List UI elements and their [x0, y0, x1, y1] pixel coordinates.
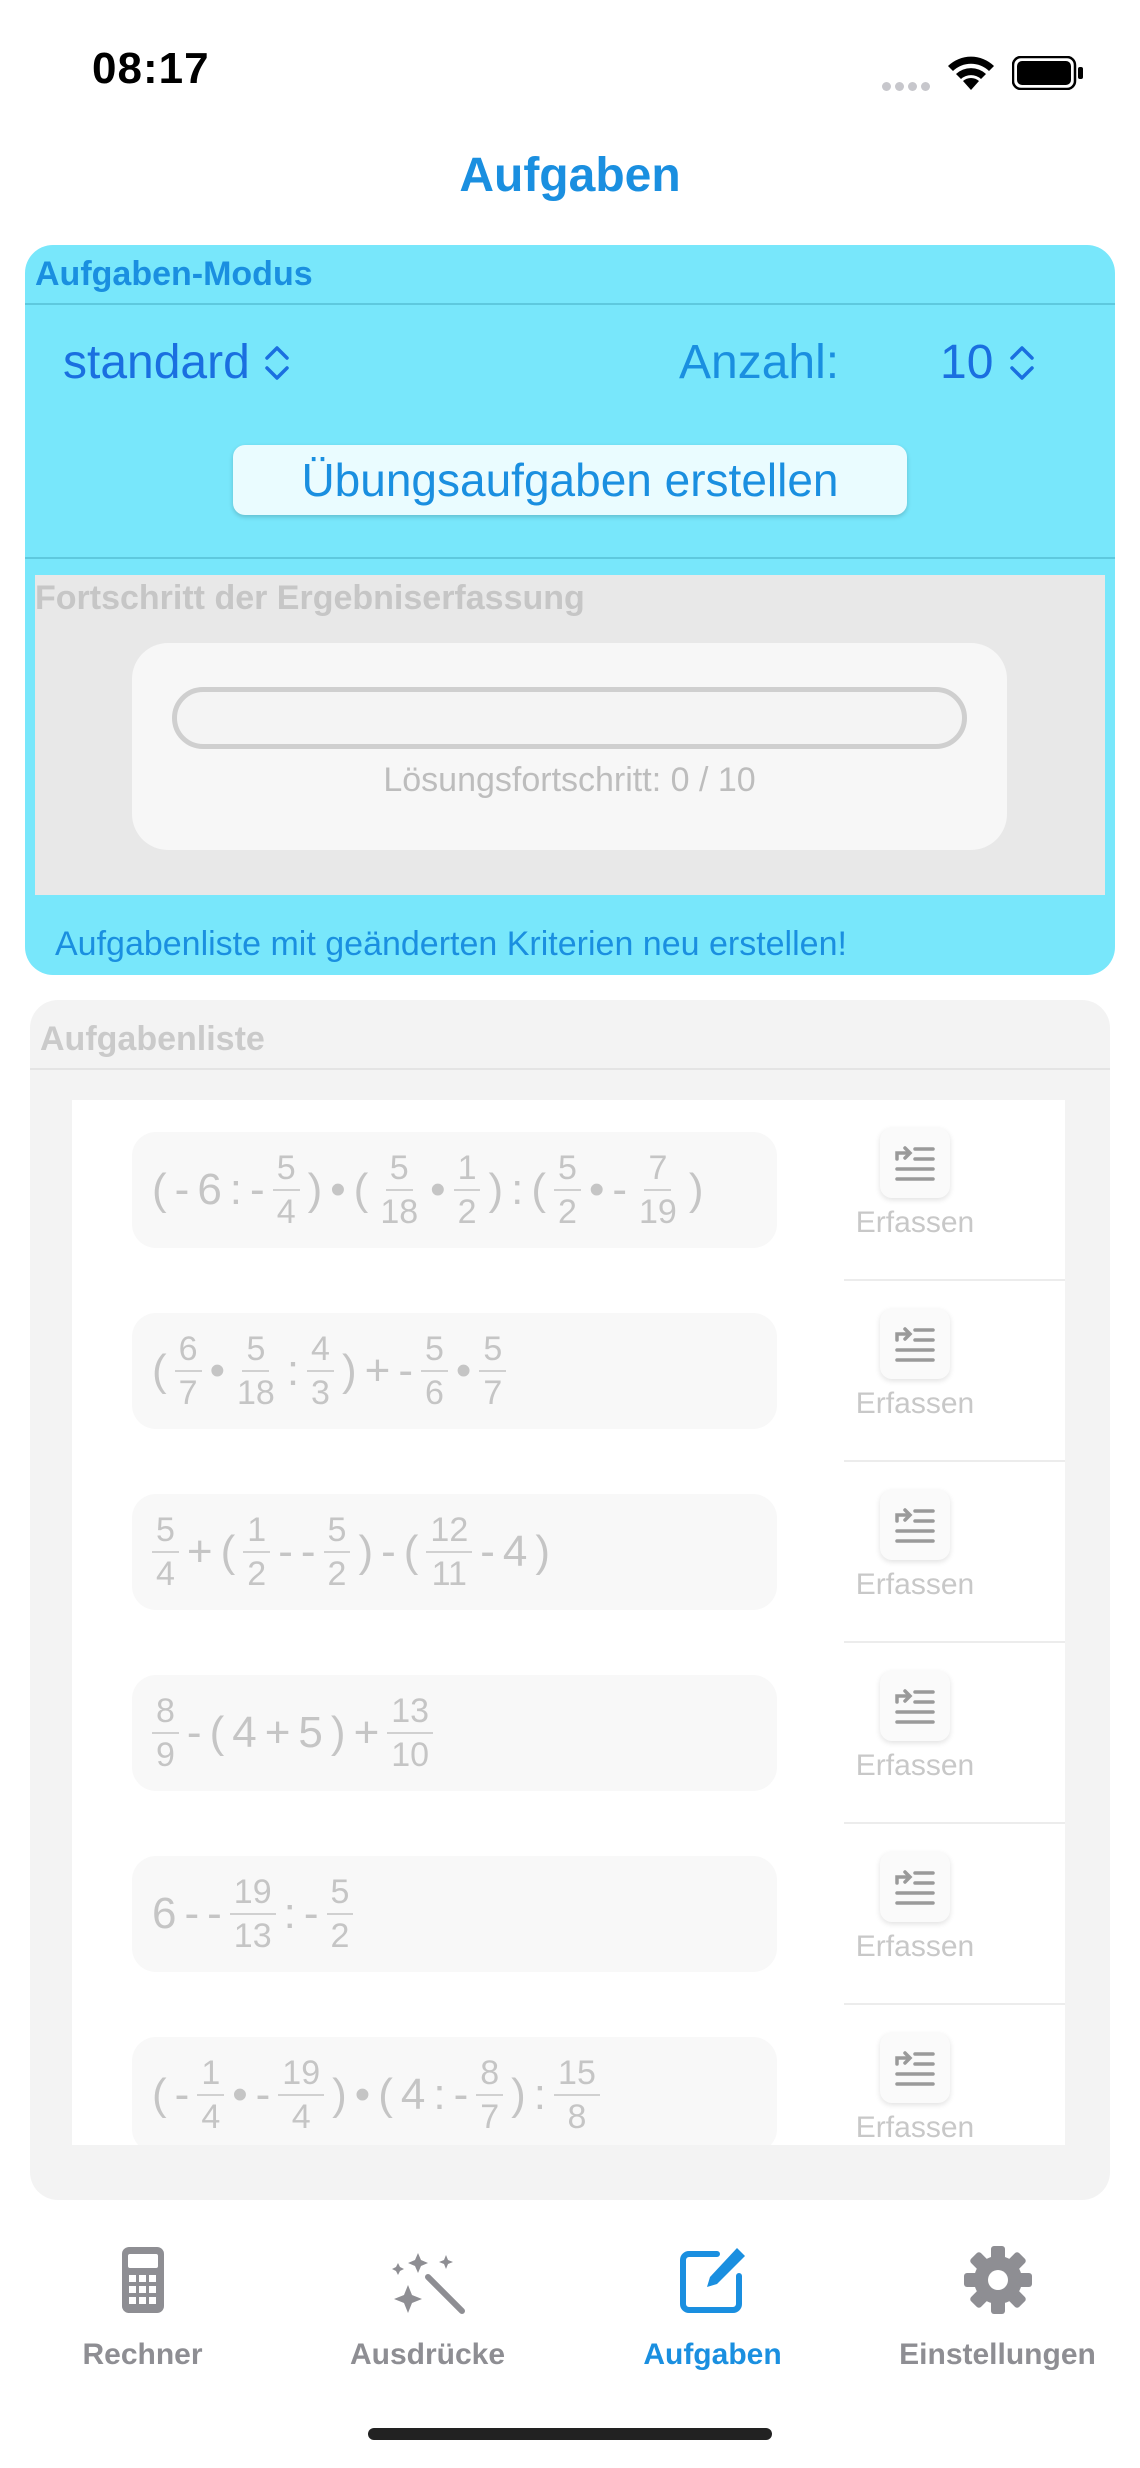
expression-token: :	[229, 1165, 243, 1214]
battery-icon	[1012, 56, 1084, 90]
fraction-denominator: 18	[236, 1374, 275, 1412]
fraction-numerator: 8	[476, 2056, 503, 2096]
expression-token: 4	[232, 1708, 257, 1757]
fraction-denominator: 13	[233, 1917, 272, 1955]
fraction	[479, 1332, 506, 1410]
expression-token: •	[354, 2070, 371, 2119]
fraction-numerator: 5	[327, 1875, 354, 1915]
tab-label: Ausdrücke	[349, 2338, 506, 2371]
expression-token: -	[186, 1708, 202, 1757]
fraction-numerator: 6	[175, 1332, 202, 1372]
task-row	[72, 1643, 1065, 1824]
expression-token: -	[480, 1527, 495, 1576]
fraction-denominator: 6	[424, 1374, 444, 1412]
expression-token: -	[398, 1346, 413, 1395]
progress-label: Lösungsfortschritt: 0 / 10	[383, 761, 756, 799]
text-insert-icon	[880, 1671, 950, 1741]
fraction	[426, 1513, 472, 1591]
count-label: Anzahl:	[679, 336, 840, 389]
expression-token: :	[511, 1165, 524, 1214]
expression-token: :	[533, 2070, 547, 2119]
gear-icon	[855, 2240, 1140, 2320]
capture-button-label: Erfassen	[855, 1930, 975, 1963]
expression-token: 4	[400, 2070, 426, 2119]
expression-token: )	[330, 1708, 346, 1757]
task-list-card	[30, 1000, 1110, 2200]
fraction-denominator: 4	[291, 2098, 311, 2136]
capture-button[interactable]	[840, 1852, 990, 1964]
task-row	[72, 2005, 1065, 2145]
fraction	[230, 1875, 276, 1953]
tab-label: Aufgaben	[643, 2338, 782, 2371]
capture-button[interactable]	[840, 1128, 990, 1240]
status-time: 08:17	[92, 44, 210, 93]
expression-token: +	[353, 1708, 380, 1757]
divider	[25, 303, 1115, 305]
task-mode-card	[25, 245, 1115, 975]
fraction	[454, 1151, 481, 1229]
expression-token: +	[264, 1708, 291, 1757]
expression-token: )	[688, 1165, 704, 1214]
tab-label: Einstellungen	[899, 2338, 1096, 2371]
capture-button-label: Erfassen	[855, 1206, 975, 1239]
capture-button[interactable]	[840, 1309, 990, 1421]
expression-token: (	[152, 1165, 167, 1214]
task-expression	[132, 2037, 777, 2145]
fraction-denominator: 19	[639, 1193, 677, 1231]
fraction-denominator: 2	[558, 1193, 577, 1231]
progress-section-header: Fortschritt der Ergebniserfassung	[35, 579, 585, 617]
progress-panel	[35, 575, 1105, 895]
task-expression	[132, 1675, 777, 1791]
expression-token: (	[152, 2070, 167, 2119]
fraction	[175, 1332, 202, 1410]
mode-section-header: Aufgaben-Modus	[35, 255, 313, 293]
fraction-denominator: 4	[156, 1555, 175, 1593]
fraction-numerator: 1	[197, 2056, 224, 2096]
page-title: Aufgaben	[459, 149, 681, 202]
fraction-denominator: 7	[480, 2098, 500, 2136]
text-insert-icon	[880, 1852, 950, 1922]
fraction-numerator: 19	[230, 1875, 276, 1915]
fraction-denominator: 4	[201, 2098, 221, 2136]
capture-button-label: Erfassen	[855, 2111, 975, 2144]
expression-token: •	[232, 2070, 248, 2119]
expression-token: (	[403, 1527, 419, 1576]
task-row	[72, 1824, 1065, 2005]
capture-button[interactable]	[840, 1490, 990, 1602]
task-row	[72, 1462, 1065, 1643]
expression-token: :	[283, 1889, 296, 1938]
mode-picker[interactable]	[63, 335, 290, 390]
task-expression	[132, 1494, 777, 1610]
fraction-numerator: 8	[152, 1694, 179, 1734]
fraction-denominator: 11	[431, 1555, 467, 1593]
progress-box	[132, 643, 1007, 850]
expression-token: 6	[152, 1889, 177, 1938]
fraction	[376, 1151, 422, 1229]
expression-token: )	[332, 2070, 347, 2119]
count-picker-value: 10	[940, 336, 994, 389]
fraction-denominator: 2	[247, 1555, 267, 1593]
fraction	[273, 1151, 300, 1229]
expression-token: :	[433, 2070, 446, 2119]
progress-bar	[172, 687, 967, 749]
capture-button-label: Erfassen	[855, 1749, 975, 1782]
fraction-denominator: 3	[311, 1374, 330, 1412]
expression-token: 4	[502, 1527, 528, 1576]
fraction	[324, 1513, 351, 1591]
task-expression	[132, 1313, 777, 1429]
task-row	[72, 1100, 1065, 1281]
fraction-numerator: 13	[387, 1694, 433, 1734]
fraction-numerator: 5	[273, 1151, 300, 1191]
fraction	[233, 1332, 279, 1410]
fraction-denominator: 2	[457, 1193, 477, 1231]
expression-token: (	[209, 1708, 225, 1757]
expression-token: •	[430, 1165, 446, 1214]
expression-token: -	[612, 1165, 628, 1214]
task-expression	[132, 1856, 777, 1972]
tab-label: Rechner	[82, 2338, 203, 2371]
fraction-numerator: 7	[644, 1151, 671, 1191]
capture-button-label: Erfassen	[855, 1568, 975, 1601]
fraction-denominator: 7	[178, 1374, 198, 1412]
fraction-numerator: 12	[426, 1513, 472, 1553]
text-insert-icon	[880, 2033, 950, 2103]
create-exercises-button[interactable]: Übungsaufgaben erstellen	[233, 445, 907, 515]
fraction	[152, 1694, 179, 1772]
fraction	[554, 1151, 581, 1229]
fraction-numerator: 4	[307, 1332, 334, 1372]
chevron-up-down-icon	[264, 343, 290, 383]
count-picker[interactable]	[940, 335, 1035, 390]
expression-token: )	[535, 1527, 551, 1576]
fraction-denominator: 18	[380, 1193, 419, 1231]
expression-token: (	[378, 2070, 393, 2119]
fraction-numerator: 5	[421, 1332, 448, 1372]
expression-token: -	[207, 1889, 222, 1938]
expression-token: •	[209, 1346, 225, 1395]
expression-token: :	[286, 1346, 300, 1395]
expression-token: -	[184, 1889, 200, 1938]
fraction	[243, 1513, 270, 1591]
expression-token: 6	[197, 1165, 222, 1214]
expression-token: (	[353, 1165, 369, 1214]
expression-token: )	[488, 1165, 504, 1214]
fraction	[307, 1332, 334, 1410]
fraction	[152, 1513, 179, 1591]
fraction-numerator: 5	[386, 1151, 413, 1191]
fraction	[421, 1332, 448, 1410]
divider	[25, 557, 1115, 559]
wifi-icon	[944, 52, 998, 92]
task-list[interactable]	[72, 1100, 1065, 2145]
expression-token: •	[455, 1346, 472, 1395]
expression-token: -	[278, 1527, 293, 1576]
fraction	[476, 2056, 503, 2134]
fraction-denominator: 9	[156, 1736, 175, 1774]
home-indicator	[368, 2428, 772, 2440]
fraction	[387, 1694, 433, 1772]
fraction	[554, 2056, 600, 2134]
expression-token: •	[330, 1165, 346, 1214]
fraction-denominator: 7	[483, 1374, 503, 1412]
expression-token: -	[250, 1165, 265, 1214]
expression-token: +	[364, 1346, 391, 1395]
task-expression	[132, 1132, 777, 1248]
fraction-denominator: 2	[327, 1555, 347, 1593]
expression-token: -	[381, 1527, 396, 1576]
expression-token: )	[307, 1165, 323, 1214]
tab-aufgaben[interactable]	[570, 2240, 855, 2372]
expression-token: )	[358, 1527, 374, 1576]
expression-token: 5	[298, 1708, 323, 1757]
expression-token: -	[453, 2070, 469, 2119]
fraction-numerator: 5	[479, 1332, 506, 1372]
fraction-numerator: 19	[278, 2056, 324, 2096]
divider	[30, 1068, 1110, 1070]
calculator-icon	[0, 2240, 285, 2320]
expression-token: -	[174, 1165, 190, 1214]
fraction-numerator: 15	[554, 2056, 600, 2096]
expression-token: -	[300, 1527, 316, 1576]
expression-token: -	[255, 2070, 271, 2119]
expression-token: )	[511, 2070, 526, 2119]
fraction-numerator: 5	[242, 1332, 269, 1372]
fraction	[635, 1151, 681, 1229]
mode-picker-value: standard	[63, 336, 250, 389]
task-list-header: Aufgabenliste	[40, 1020, 265, 1058]
capture-button[interactable]	[840, 2033, 990, 2145]
fraction-denominator: 4	[276, 1193, 296, 1231]
chevron-up-down-icon	[1009, 343, 1035, 383]
expression-token: •	[588, 1165, 605, 1214]
fraction-numerator: 5	[554, 1151, 581, 1191]
expression-token: -	[303, 1889, 319, 1938]
capture-button[interactable]	[840, 1671, 990, 1783]
expression-token: +	[186, 1527, 213, 1576]
expression-token: (	[152, 1346, 167, 1395]
expression-token: (	[531, 1165, 547, 1214]
task-row	[72, 1281, 1065, 1462]
tab-ausdruecke[interactable]	[285, 2240, 570, 2372]
capture-button-label: Erfassen	[855, 1387, 975, 1420]
fraction	[197, 2056, 224, 2134]
fraction-numerator: 1	[454, 1151, 481, 1191]
text-insert-icon	[880, 1490, 950, 1560]
rebuild-list-link[interactable]: Aufgabenliste mit geänderten Kriterien neu erstellen!	[55, 925, 847, 963]
fraction-numerator: 1	[243, 1513, 270, 1553]
cellular-signal-icon	[882, 78, 934, 90]
fraction-numerator: 5	[152, 1513, 179, 1553]
edit-square-icon	[570, 2240, 855, 2320]
magic-wand-icon	[285, 2240, 570, 2320]
fraction	[278, 2056, 324, 2134]
fraction-numerator: 5	[324, 1513, 351, 1553]
text-insert-icon	[880, 1309, 950, 1379]
fraction-denominator: 2	[330, 1917, 350, 1955]
expression-token: )	[341, 1346, 357, 1395]
fraction-denominator: 10	[391, 1736, 430, 1774]
expression-token: -	[174, 2070, 190, 2119]
tab-rechner[interactable]	[0, 2240, 285, 2372]
text-insert-icon	[880, 1128, 950, 1198]
expression-token: (	[220, 1527, 236, 1576]
fraction	[327, 1875, 354, 1953]
fraction-denominator: 8	[567, 2098, 587, 2136]
tab-einstellungen[interactable]	[855, 2240, 1140, 2372]
